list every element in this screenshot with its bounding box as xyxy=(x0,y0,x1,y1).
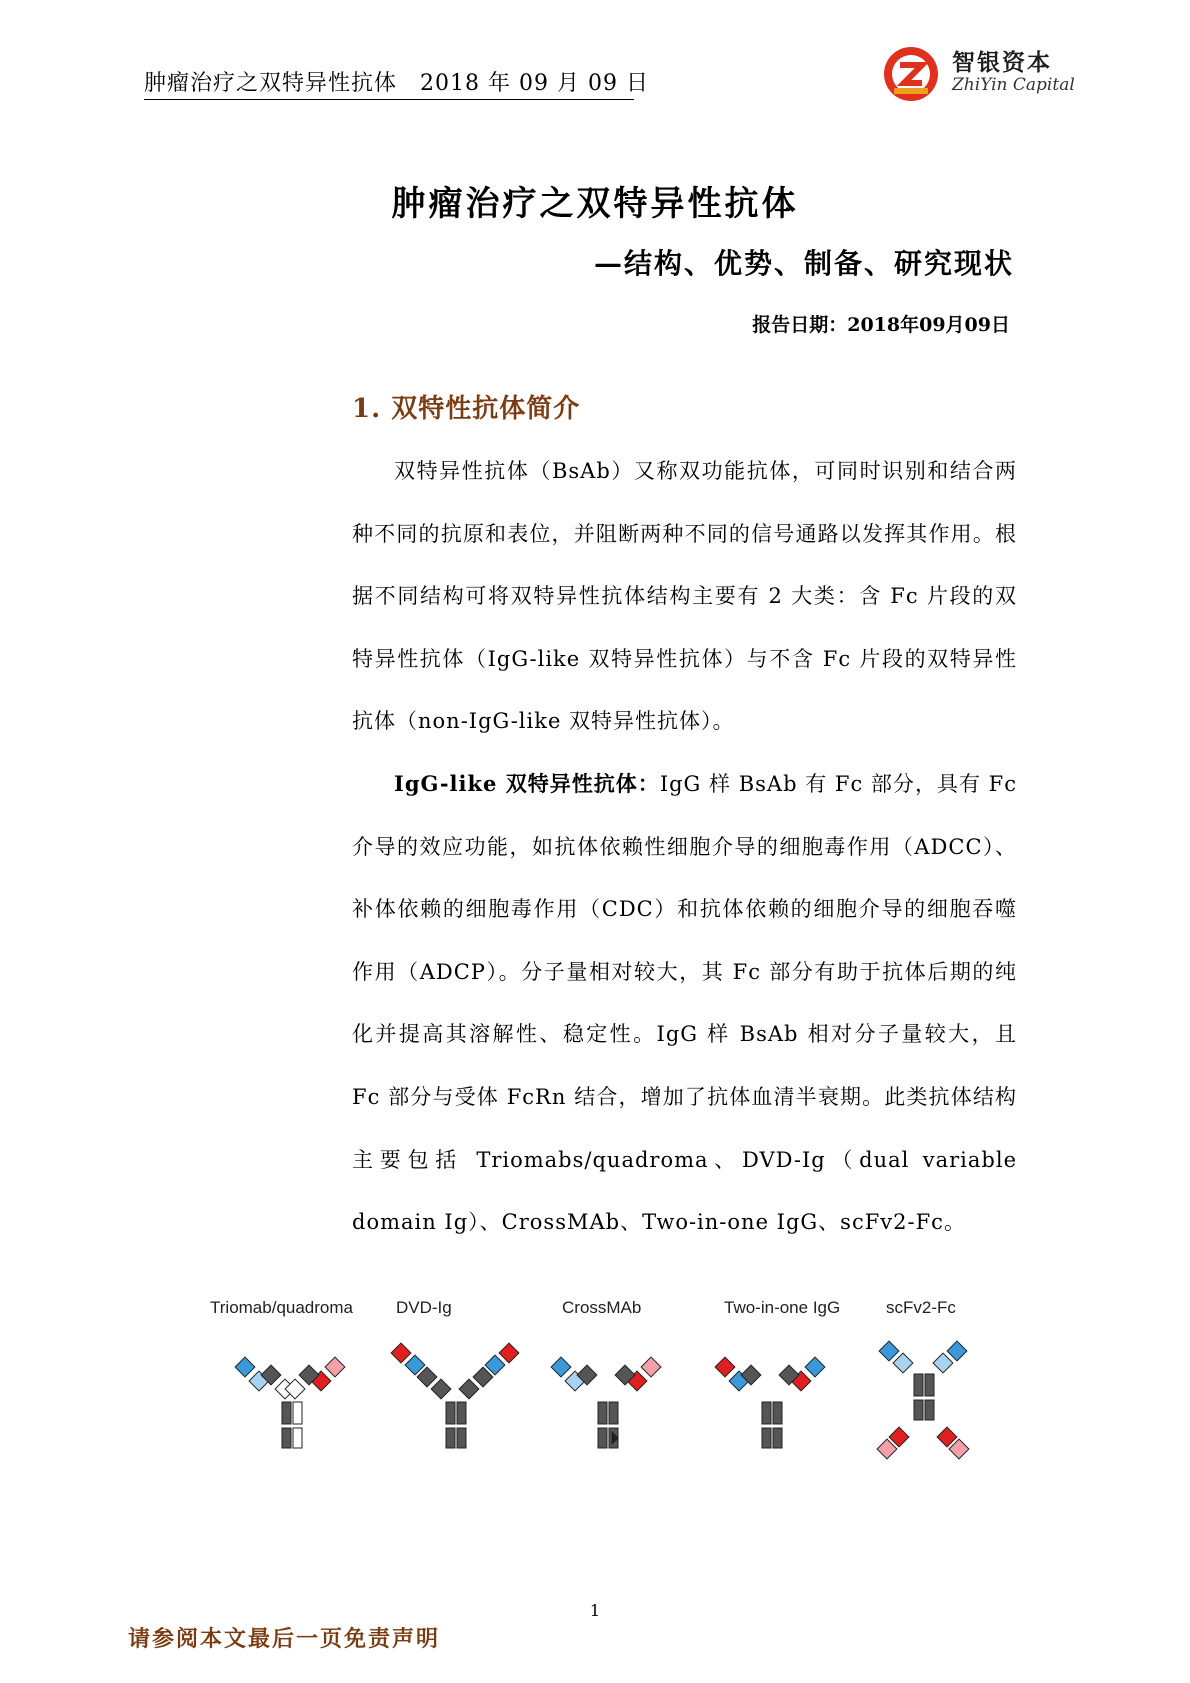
paragraph-intro: 双特异性抗体（BsAb）又称双功能抗体，可同时识别和结合两种不同的抗原和表位，并阻断两种不同的信号通路以发挥其作用。根据不同结构可将双特异性抗体结构主要有 2 大类：含 Fc 片段的双特异性抗体（IgG-like 双特异性抗体）与不含 Fc 片段的双特异性抗体（non-IgG-like 双特异性抗体）。 xyxy=(352,459,1017,734)
logo-chinese-name: 智银资本 xyxy=(952,50,1052,76)
section-heading: 1. 双特性抗体简介 xyxy=(352,394,581,424)
page-number: 1 xyxy=(589,1601,601,1620)
figure-label-two-in-one: Two-in-one IgG xyxy=(724,1298,841,1317)
paragraph-igg-like xyxy=(352,753,1017,1254)
antibody-structures-figure xyxy=(210,1298,990,1468)
zhiyin-logo-icon xyxy=(880,44,942,104)
running-header-title: 肿瘤治疗之双特异性抗体 2018 年 09 月 09 日 xyxy=(144,66,634,100)
figure-label-dvd-ig: DVD-Ig xyxy=(396,1298,452,1317)
paragraph-igg-like-lead: IgG-like 双特异性抗体： xyxy=(394,770,660,796)
antibody-triomab xyxy=(235,1357,345,1448)
figure-label-triomab: Triomab/quadroma xyxy=(210,1298,353,1317)
document-title: 肿瘤治疗之双特异性抗体 xyxy=(391,184,799,224)
report-date: 报告日期：2018年09月09日 xyxy=(752,314,1010,336)
paragraph-igg-like-text: IgG 样 BsAb 有 Fc 部分，具有 Fc 介导的效应功能，如抗体依赖性细胞介导的细胞毒作用（ADCC）、补体依赖的细胞毒作用（CDC）和抗体依赖的细胞介导的细胞吞噬作用（ADCP）。分子量相对较大，其 Fc 部分有助于抗体后期的纯化并提高其溶解性、稳定性。IgG 样 BsAb 相对分子量较大，且 Fc 部分与受体 FcRn 结合，增加了抗体血清半衰期。此类抗体结构主要包括 Triomabs/quadroma、DVD-Ig（dual variable domain Ig）、CrossMAb、Two-in-one IgG、scFv2-Fc。 xyxy=(352,771,1017,1235)
figure-label-scfv2-fc: scFv2-Fc xyxy=(886,1298,956,1317)
company-logo xyxy=(880,44,1080,104)
antibody-two-in-one xyxy=(715,1357,825,1448)
antibody-dvd-ig xyxy=(391,1343,519,1448)
section-body xyxy=(352,440,1017,1254)
disclaimer-note: 请参阅本文最后一页免责声明 xyxy=(128,1626,441,1652)
document-subtitle: —结构、优势、制备、研究现状 xyxy=(593,247,1014,280)
logo-english-name: ZhiYin Capital xyxy=(952,75,1075,95)
antibody-crossmab xyxy=(551,1357,661,1448)
antibody-scfv2-fc xyxy=(877,1341,969,1459)
figure-label-crossmab: CrossMAb xyxy=(562,1298,642,1317)
antibody-diagrams xyxy=(210,1324,990,1474)
